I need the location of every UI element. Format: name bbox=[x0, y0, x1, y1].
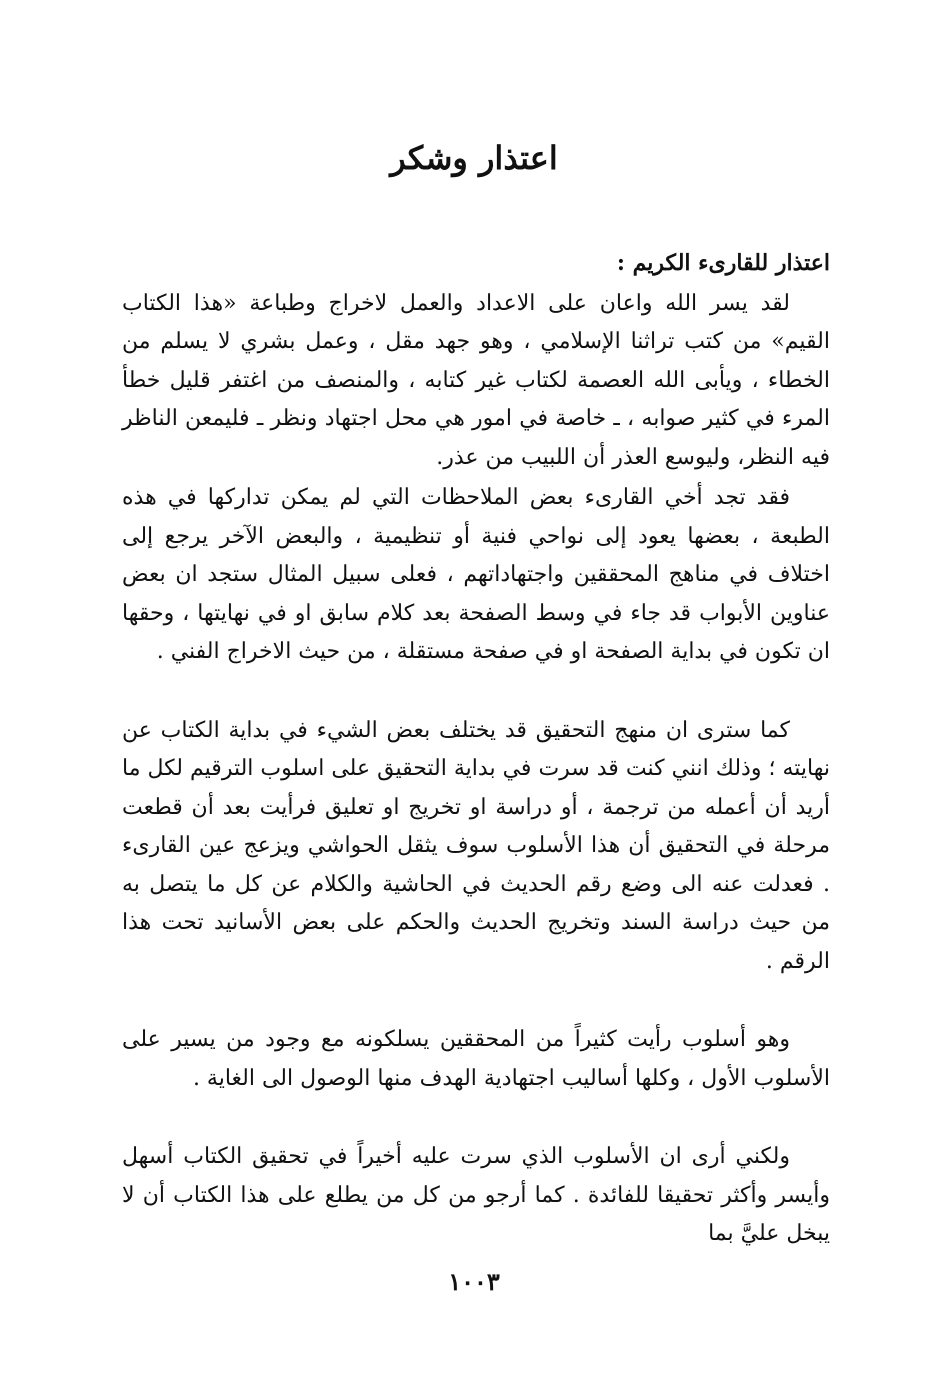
section-heading: اعتذار للقارىء الكريم : bbox=[616, 250, 830, 276]
page-number: ١٠٠٣ bbox=[448, 1267, 500, 1296]
page-title: اعتذار وشكر bbox=[390, 139, 558, 177]
paragraph-1: لقد يسر الله واعان على الاعداد والعمل لاخراج وطباعة «هذا الكتاب القيم» من كتب تراثنا الإسلامي ، وهو جهد مقل ، وعمل بشري لا يسلم من الخطاء ، ويأبى الله العصمة لكتاب غير كتابه ، والمنصف من اغتفر قليل خطأ المرء في كثير صوابه ، ـ خاصة في امور هي محل اجتهاد ونظر ـ فليمعن الناظر فيه النظر، وليوسع العذر أن اللبيب من عذر. bbox=[122, 290, 830, 470]
paragraph-3: كما سترى ان منهج التحقيق قد يختلف بعض الشيء في بداية الكتاب عن نهايته ؛ وذلك انني كنت قد سرت في بداية التحقيق على اسلوب الترقيم لكل ما أريد أن أعمله من ترجمة ، أو دراسة او تخريج او تعليق فرأيت بعد أن قطعت مرحلة في التحقيق أن هذا الأسلوب سوف يثقل الحواشي ويزعج عين القارىء . فعدلت عنه الى وضع رقم الحديث في الحاشية والكلام عن كل ما يتصل به من حيث دراسة السند وتخريج الحديث والحكم على بعض الأسانيد تحت هذا الرقم . bbox=[122, 717, 830, 974]
page-body bbox=[122, 244, 830, 1254]
paragraph-2: فقد تجد أخي القارىء بعض الملاحظات التي لم يمكن تداركها في هذه الطبعة ، بعضها يعود إلى نواحي فنية أو تنظيمية ، والبعض الآخر يرجع إلى اختلاف في مناهج المحققين واجتهاداتهم ، فعلى سبيل المثال ستجد ان بعض عناوين الأبواب قد جاء في وسط الصفحة بعد كلام سابق او في نهايتها ، وحقها ان تكون في بداية الصفحة او في صفحة مستقلة ، من حيث الاخراج الفني . bbox=[122, 485, 830, 664]
paragraph-5: ولكني أرى ان الأسلوب الذي سرت عليه أخيراً في تحقيق الكتاب أسهل وأيسر وأكثر تحقيقا للفائدة . كما أرجو من كل من يطلع على هذا الكتاب أن لا يبخل عليَّ بما bbox=[122, 1144, 830, 1246]
paragraph-4: وهو أسلوب رأيت كثيراً من المحققين يسلكونه مع وجود من يسير على الأسلوب الأول ، وكلها أساليب اجتهادية الهدف منها الوصول الى الغاية . bbox=[122, 1027, 830, 1091]
